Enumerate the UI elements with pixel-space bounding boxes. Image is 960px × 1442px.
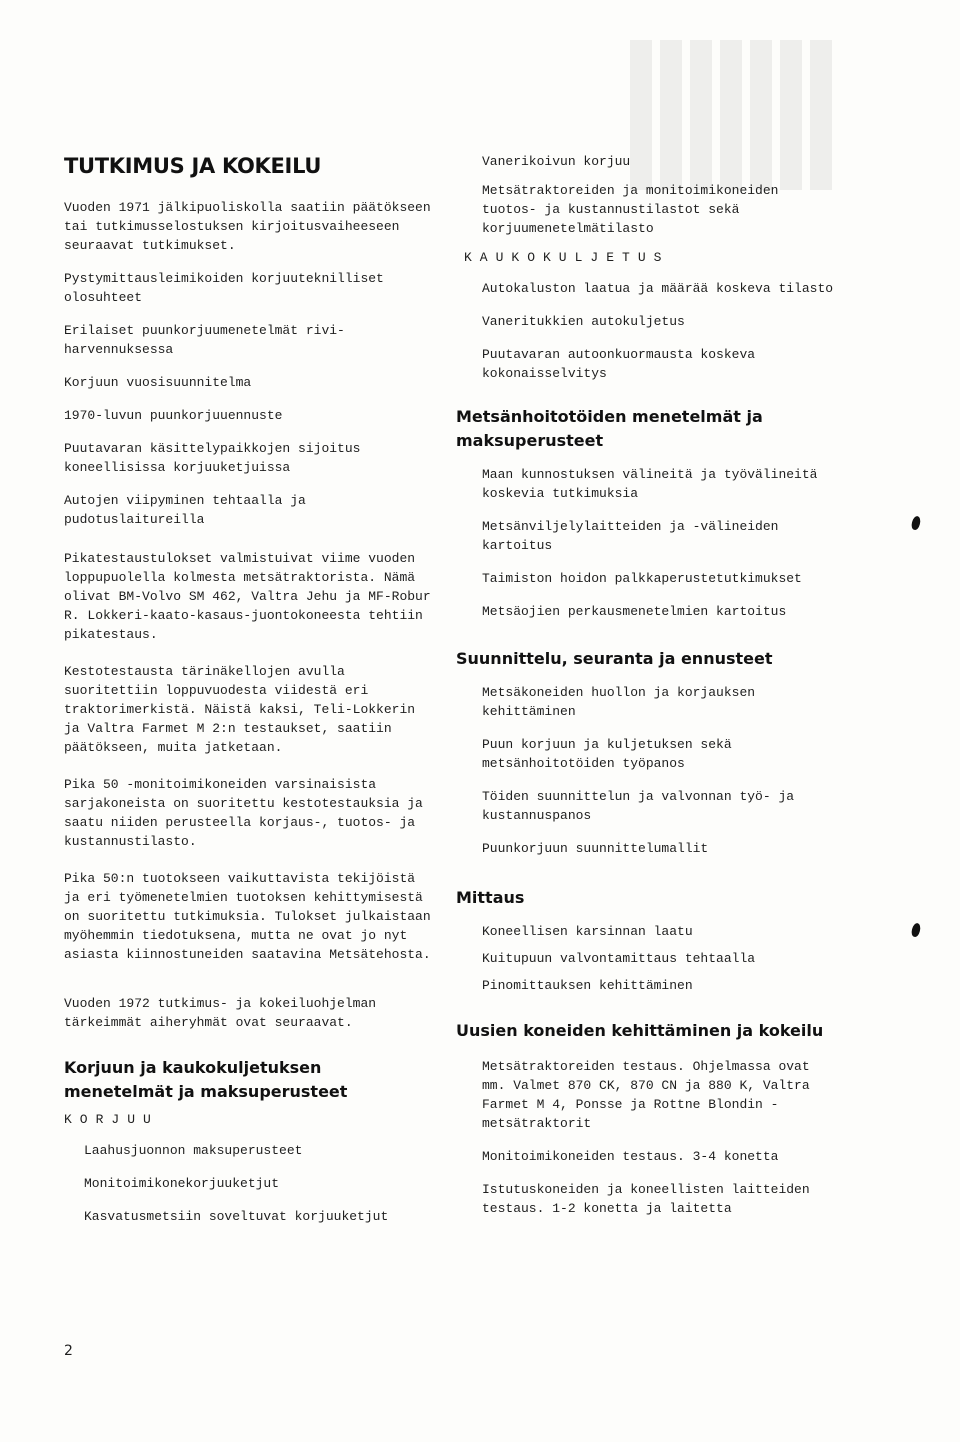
study-item: Korjuun vuosisuunnitelma xyxy=(64,375,252,390)
suunnittelu-item: Puunkorjuun suunnittelumallit xyxy=(482,841,709,856)
page-number: 2 xyxy=(64,1343,73,1359)
metsanhoito-item: Metsänviljelylaitteiden ja -välineiden kartoitus xyxy=(482,519,779,553)
kauko-item: Vaneritukkien autokuljetus xyxy=(482,314,685,329)
uusien-koneiden-item: Metsätraktoreiden testaus. Ohjelmassa ovat mm. Valmet 870 CK, 870 CN ja 880 K, Valtra Farmet M 4, Ponsse ja Rottne Blondin -metsätraktorit xyxy=(482,1059,810,1131)
metsanhoito-item: Taimiston hoidon palkkaperustetutkimukset xyxy=(482,571,802,586)
left-column xyxy=(64,152,432,1240)
outro-paragraph: Vuoden 1972 tutkimus- ja kokeiluohjelman tärkeimmät aiheryhmät ovat seuraavat. xyxy=(64,996,377,1030)
korjuu-cont-item: Metsätraktoreiden ja monitoimikoneiden tuotos- ja kustannustilastot sekä korjuumenetelmätilasto xyxy=(482,183,779,236)
section-heading-metsanhoito: Metsänhoitotöiden menetelmät ja maksuperusteet xyxy=(456,407,763,450)
study-item: Autojen viipyminen tehtaalla ja pudotuslaitureilla xyxy=(64,493,306,527)
body-paragraph: Pika 50 -monitoimikoneiden varsinaisista sarjakoneista on suoritettu kestotestauksia ja saatu niiden perusteella korjaus-, tuotos- ja kustannustilasto. xyxy=(64,777,423,849)
metsanhoito-item: Metsäojien perkausmenetelmien kartoitus xyxy=(482,604,787,619)
korjuu-label: KORJUU xyxy=(64,1112,159,1127)
margin-ink-mark xyxy=(910,515,921,531)
body-paragraph: Kestotestausta tärinäkellojen avulla suoritettiin loppuvuodesta viidestä eri traktorimerkistä. Näistä kaksi, Teli-Lokkerin ja Valtra Farmet M 2:n testaukset, saatiin päätökseen, muita jatketaan. xyxy=(64,664,416,755)
suunnittelu-item: Töiden suunnittelun ja valvonnan työ- ja kustannuspanos xyxy=(482,789,795,823)
korjuu-item: Kasvatusmetsiin soveltuvat korjuuketjut xyxy=(84,1209,389,1224)
page-title: TUTKIMUS JA KOKEILU xyxy=(64,154,322,178)
kauko-item: Autokaluston laatua ja määrää koskeva tilasto xyxy=(482,281,834,296)
kauko-item: Puutavaran autoonkuormausta koskeva kokonaisselvitys xyxy=(482,347,756,381)
margin-ink-mark xyxy=(910,922,921,938)
korjuu-cont-item: Vanerikoivun korjuu xyxy=(482,154,631,169)
korjuu-item: Laahusjuonnon maksuperusteet xyxy=(84,1143,303,1158)
study-item: 1970-luvun puunkorjuuennuste xyxy=(64,408,283,423)
suunnittelu-item: Metsäkoneiden huollon ja korjauksen kehittäminen xyxy=(482,685,756,719)
mittaus-item: Pinomittauksen kehittäminen xyxy=(482,978,693,993)
kaukokuljetus-label: KAUKOKULJETUS xyxy=(464,250,670,265)
mittaus-item: Kuitupuun valvontamittaus tehtaalla xyxy=(482,951,756,966)
uusien-koneiden-item: Monitoimikoneiden testaus. 3-4 konetta xyxy=(482,1149,779,1164)
suunnittelu-item: Puun korjuun ja kuljetuksen sekä metsänhoitotöiden työpanos xyxy=(482,737,732,771)
right-column xyxy=(456,152,840,1232)
intro-paragraph: Vuoden 1971 jälkipuoliskolla saatiin päätökseen tai tutkimusselostuksen kirjoitusvaiheeseen seuraavat tutkimukset. xyxy=(64,200,431,253)
body-paragraph: Pikatestaustulokset valmistuivat viime vuoden loppupuolella kolmesta metsätraktorista. Nämä olivat BM-Volvo SM 462, Valtra Jehu ja MF-Robur R. Lokkeri-kaato-kasaus-juontokoneesta tehtiin pikatestaus. xyxy=(64,551,431,642)
section-heading-suunnittelu: Suunnittelu, seuranta ja ennusteet xyxy=(456,649,773,668)
section-heading-mittaus: Mittaus xyxy=(456,888,525,907)
korjuu-item: Monitoimikonekorjuuketjut xyxy=(84,1176,280,1191)
metsanhoito-item: Maan kunnostuksen välineitä ja työvälineitä koskevia tutkimuksia xyxy=(482,467,818,501)
body-paragraph: Pika 50:n tuotokseen vaikuttavista tekijöistä ja eri työmenetelmien tuotoksen kehittymisestä on suoritettu tutkimuksia. Tulokset julkaistaan myöhemmin tiedotuksena, mutta ne ovat jo nyt asiasta kiinnostuneiden saatavina Metsätehosta. xyxy=(64,871,431,962)
study-item: Pystymittausleimikoiden korjuuteknilliset olosuhteet xyxy=(64,271,384,305)
mittaus-item: Koneellisen karsinnan laatu xyxy=(482,924,693,939)
uusien-koneiden-item: Istutuskoneiden ja koneellisten laitteiden testaus. 1-2 konetta ja laitetta xyxy=(482,1182,810,1216)
section-heading-uusien-koneiden: Uusien koneiden kehittäminen ja kokeilu xyxy=(456,1021,824,1040)
section-heading-korjuu: Korjuun ja kaukokuljetuksen menetelmät ja maksuperusteet xyxy=(64,1058,348,1101)
study-item: Puutavaran käsittelypaikkojen sijoitus koneellisissa korjuuketjuissa xyxy=(64,441,361,475)
study-item: Erilaiset puunkorjuumenetelmät rivi-harvennuksessa xyxy=(64,323,345,357)
